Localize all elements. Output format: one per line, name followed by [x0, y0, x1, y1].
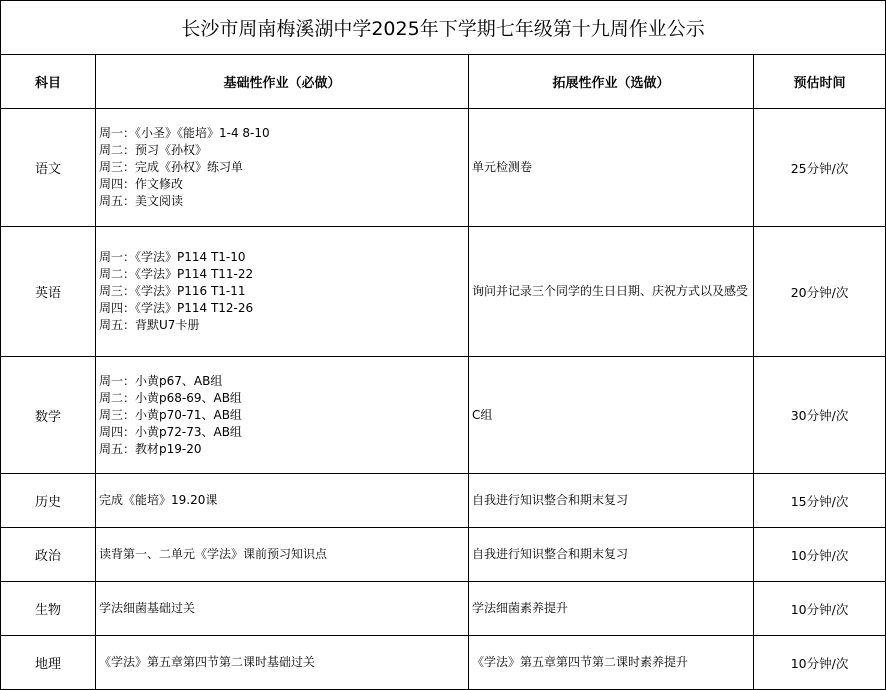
- basic-line: 周四：小黄p72-73、AB组: [99, 424, 242, 439]
- basic-line: 周二：预习《孙权》: [99, 143, 208, 157]
- basic-line: 周二：小黄p68-69、AB组: [99, 390, 242, 405]
- header-basic: 基础性作业（必做）: [96, 55, 469, 109]
- basic-line: 完成《能培》19.20课: [99, 493, 218, 507]
- subject-cell: 历史: [1, 474, 96, 528]
- header-time: 预估时间: [754, 55, 886, 109]
- basic-line: 周一：《小圣》《能培》1-4 8-10: [99, 126, 270, 140]
- extended-text: 询问并记录三个同学的生日日期、庆祝方式以及感受: [472, 284, 749, 298]
- time-cell: 25分钟/次: [754, 109, 886, 227]
- time-cell: 10分钟/次: [754, 582, 886, 636]
- extended-homework-cell: [469, 357, 754, 474]
- extended-homework-cell: [469, 582, 754, 636]
- basic-line: 周二：《学法》P114 T11-22: [99, 267, 254, 281]
- header-subject: 科目: [1, 55, 96, 109]
- extended-text: 单元检测卷: [472, 160, 533, 174]
- basic-line: 周三：完成《孙权》练习单: [99, 160, 244, 174]
- extended-homework-cell: [469, 474, 754, 528]
- extended-homework-cell: [469, 528, 754, 582]
- time-cell: 30分钟/次: [754, 357, 886, 474]
- basic-line: 周四：作文修改: [99, 177, 184, 191]
- basic-homework-cell: [96, 582, 469, 636]
- subject-cell: 英语: [1, 227, 96, 357]
- basic-homework-cell: [96, 109, 469, 227]
- basic-homework-cell: [96, 474, 469, 528]
- time-cell: 10分钟/次: [754, 528, 886, 582]
- table-row: [1, 109, 886, 227]
- extended-text: 自我进行知识整合和期末复习: [472, 547, 629, 561]
- basic-line: 周一：《学法》P114 T1-10: [99, 250, 246, 264]
- basic-line: 学法细菌基础过关: [99, 601, 196, 615]
- header-row: [1, 55, 886, 109]
- time-cell: 20分钟/次: [754, 227, 886, 357]
- basic-line: 周五：美文阅读: [99, 194, 184, 208]
- extended-homework-cell: [469, 227, 754, 357]
- basic-line: 周三：《学法》P116 T1-11: [99, 284, 246, 298]
- header-extended: 拓展性作业（选做）: [469, 55, 754, 109]
- table-row: [1, 357, 886, 474]
- table-row: [1, 227, 886, 357]
- title-row: [1, 1, 886, 55]
- basic-line: 《学法》第五章第四节第二课时基础过关: [99, 655, 316, 669]
- basic-line: 读背第一、二单元《学法》课前预习知识点: [99, 547, 328, 561]
- subject-cell: 数学: [1, 357, 96, 474]
- basic-line: 周四：《学法》P114 T12-26: [99, 301, 254, 315]
- extended-homework-cell: [469, 636, 754, 690]
- extended-homework-cell: [469, 109, 754, 227]
- basic-homework-cell: [96, 227, 469, 357]
- subject-cell: 语文: [1, 109, 96, 227]
- basic-homework-cell: [96, 528, 469, 582]
- table-row: [1, 582, 886, 636]
- time-cell: 10分钟/次: [754, 636, 886, 690]
- basic-homework-cell: [96, 357, 469, 474]
- table-row: [1, 636, 886, 690]
- subject-cell: 政治: [1, 528, 96, 582]
- extended-text: C组: [472, 407, 493, 422]
- subject-cell: 生物: [1, 582, 96, 636]
- basic-homework-cell: [96, 636, 469, 690]
- basic-line: 周五：背默U7卡册: [99, 318, 200, 332]
- table-row: [1, 474, 886, 528]
- extended-text: 《学法》第五章第四节第二课时素养提升: [472, 655, 689, 669]
- subject-cell: 地理: [1, 636, 96, 690]
- extended-text: 自我进行知识整合和期末复习: [472, 493, 629, 507]
- extended-text: 学法细菌素养提升: [472, 601, 569, 615]
- basic-line: 周五：教材p19-20: [99, 441, 202, 456]
- time-cell: 15分钟/次: [754, 474, 886, 528]
- page-title: 长沙市周南梅溪湖中学2025年下学期七年级第十九周作业公示: [1, 1, 886, 55]
- table-row: [1, 528, 886, 582]
- basic-line: 周一：小黄p67、AB组: [99, 373, 223, 388]
- basic-line: 周三：小黄p70-71、AB组: [99, 407, 242, 422]
